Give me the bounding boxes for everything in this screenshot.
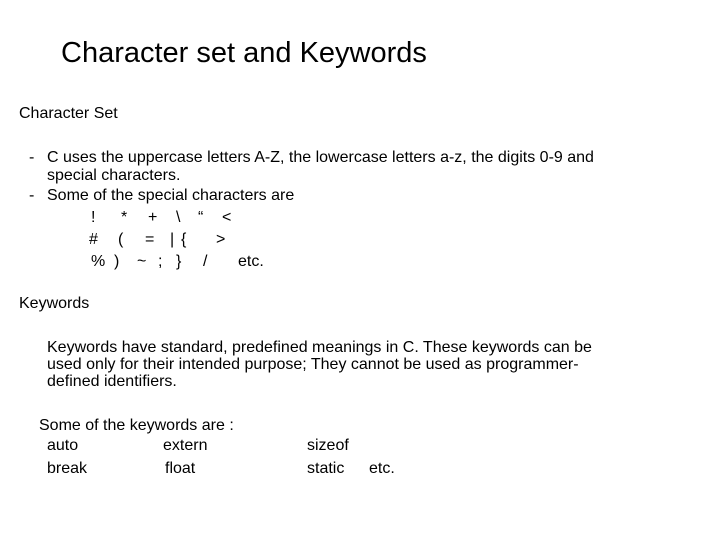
special-char: /	[203, 253, 208, 270]
keyword: auto	[47, 437, 79, 454]
special-char: !	[91, 209, 96, 226]
slide-title: Character set and Keywords	[61, 37, 427, 69]
bullet-marker: -	[29, 187, 35, 204]
bullet-marker: -	[29, 149, 35, 166]
keyword: break	[47, 460, 88, 477]
special-char: #	[89, 231, 98, 248]
special-char: )	[114, 253, 120, 270]
keyword: static	[307, 460, 345, 477]
bullet-line: special characters.	[47, 167, 181, 184]
bullet-line: C uses the uppercase letters A-Z, the lowercase letters a-z, the digits 0-9 and	[47, 149, 594, 166]
special-char: <	[222, 209, 232, 226]
keywords-description-line: used only for their intended purpose; They cannot be used as programmer-	[47, 356, 579, 373]
special-char: |	[170, 231, 175, 248]
special-char: (	[118, 231, 124, 248]
special-char: >	[216, 231, 226, 248]
special-char: {	[181, 231, 187, 248]
special-char: +	[148, 209, 158, 226]
character-set-heading: Character Set	[19, 105, 118, 122]
keyword: float	[165, 460, 196, 477]
special-char: etc.	[238, 253, 264, 270]
keywords-heading: Keywords	[19, 295, 90, 312]
special-char: ~	[137, 253, 147, 270]
special-char: }	[176, 253, 182, 270]
special-char: ;	[158, 253, 163, 270]
special-char: =	[145, 231, 155, 248]
special-char: *	[121, 209, 128, 226]
bullet-line: Some of the special characters are	[47, 187, 295, 204]
keywords-list-intro: Some of the keywords are :	[39, 417, 234, 434]
keywords-description-line: defined identifiers.	[47, 373, 177, 390]
special-char: %	[91, 253, 106, 270]
keyword-etc: etc.	[369, 460, 395, 477]
keyword: sizeof	[307, 437, 349, 454]
keywords-description-line: Keywords have standard, predefined meanings in C. These keywords can be	[47, 339, 592, 356]
special-char: “	[198, 209, 204, 226]
keyword: extern	[163, 437, 208, 454]
special-char: \	[176, 209, 181, 226]
